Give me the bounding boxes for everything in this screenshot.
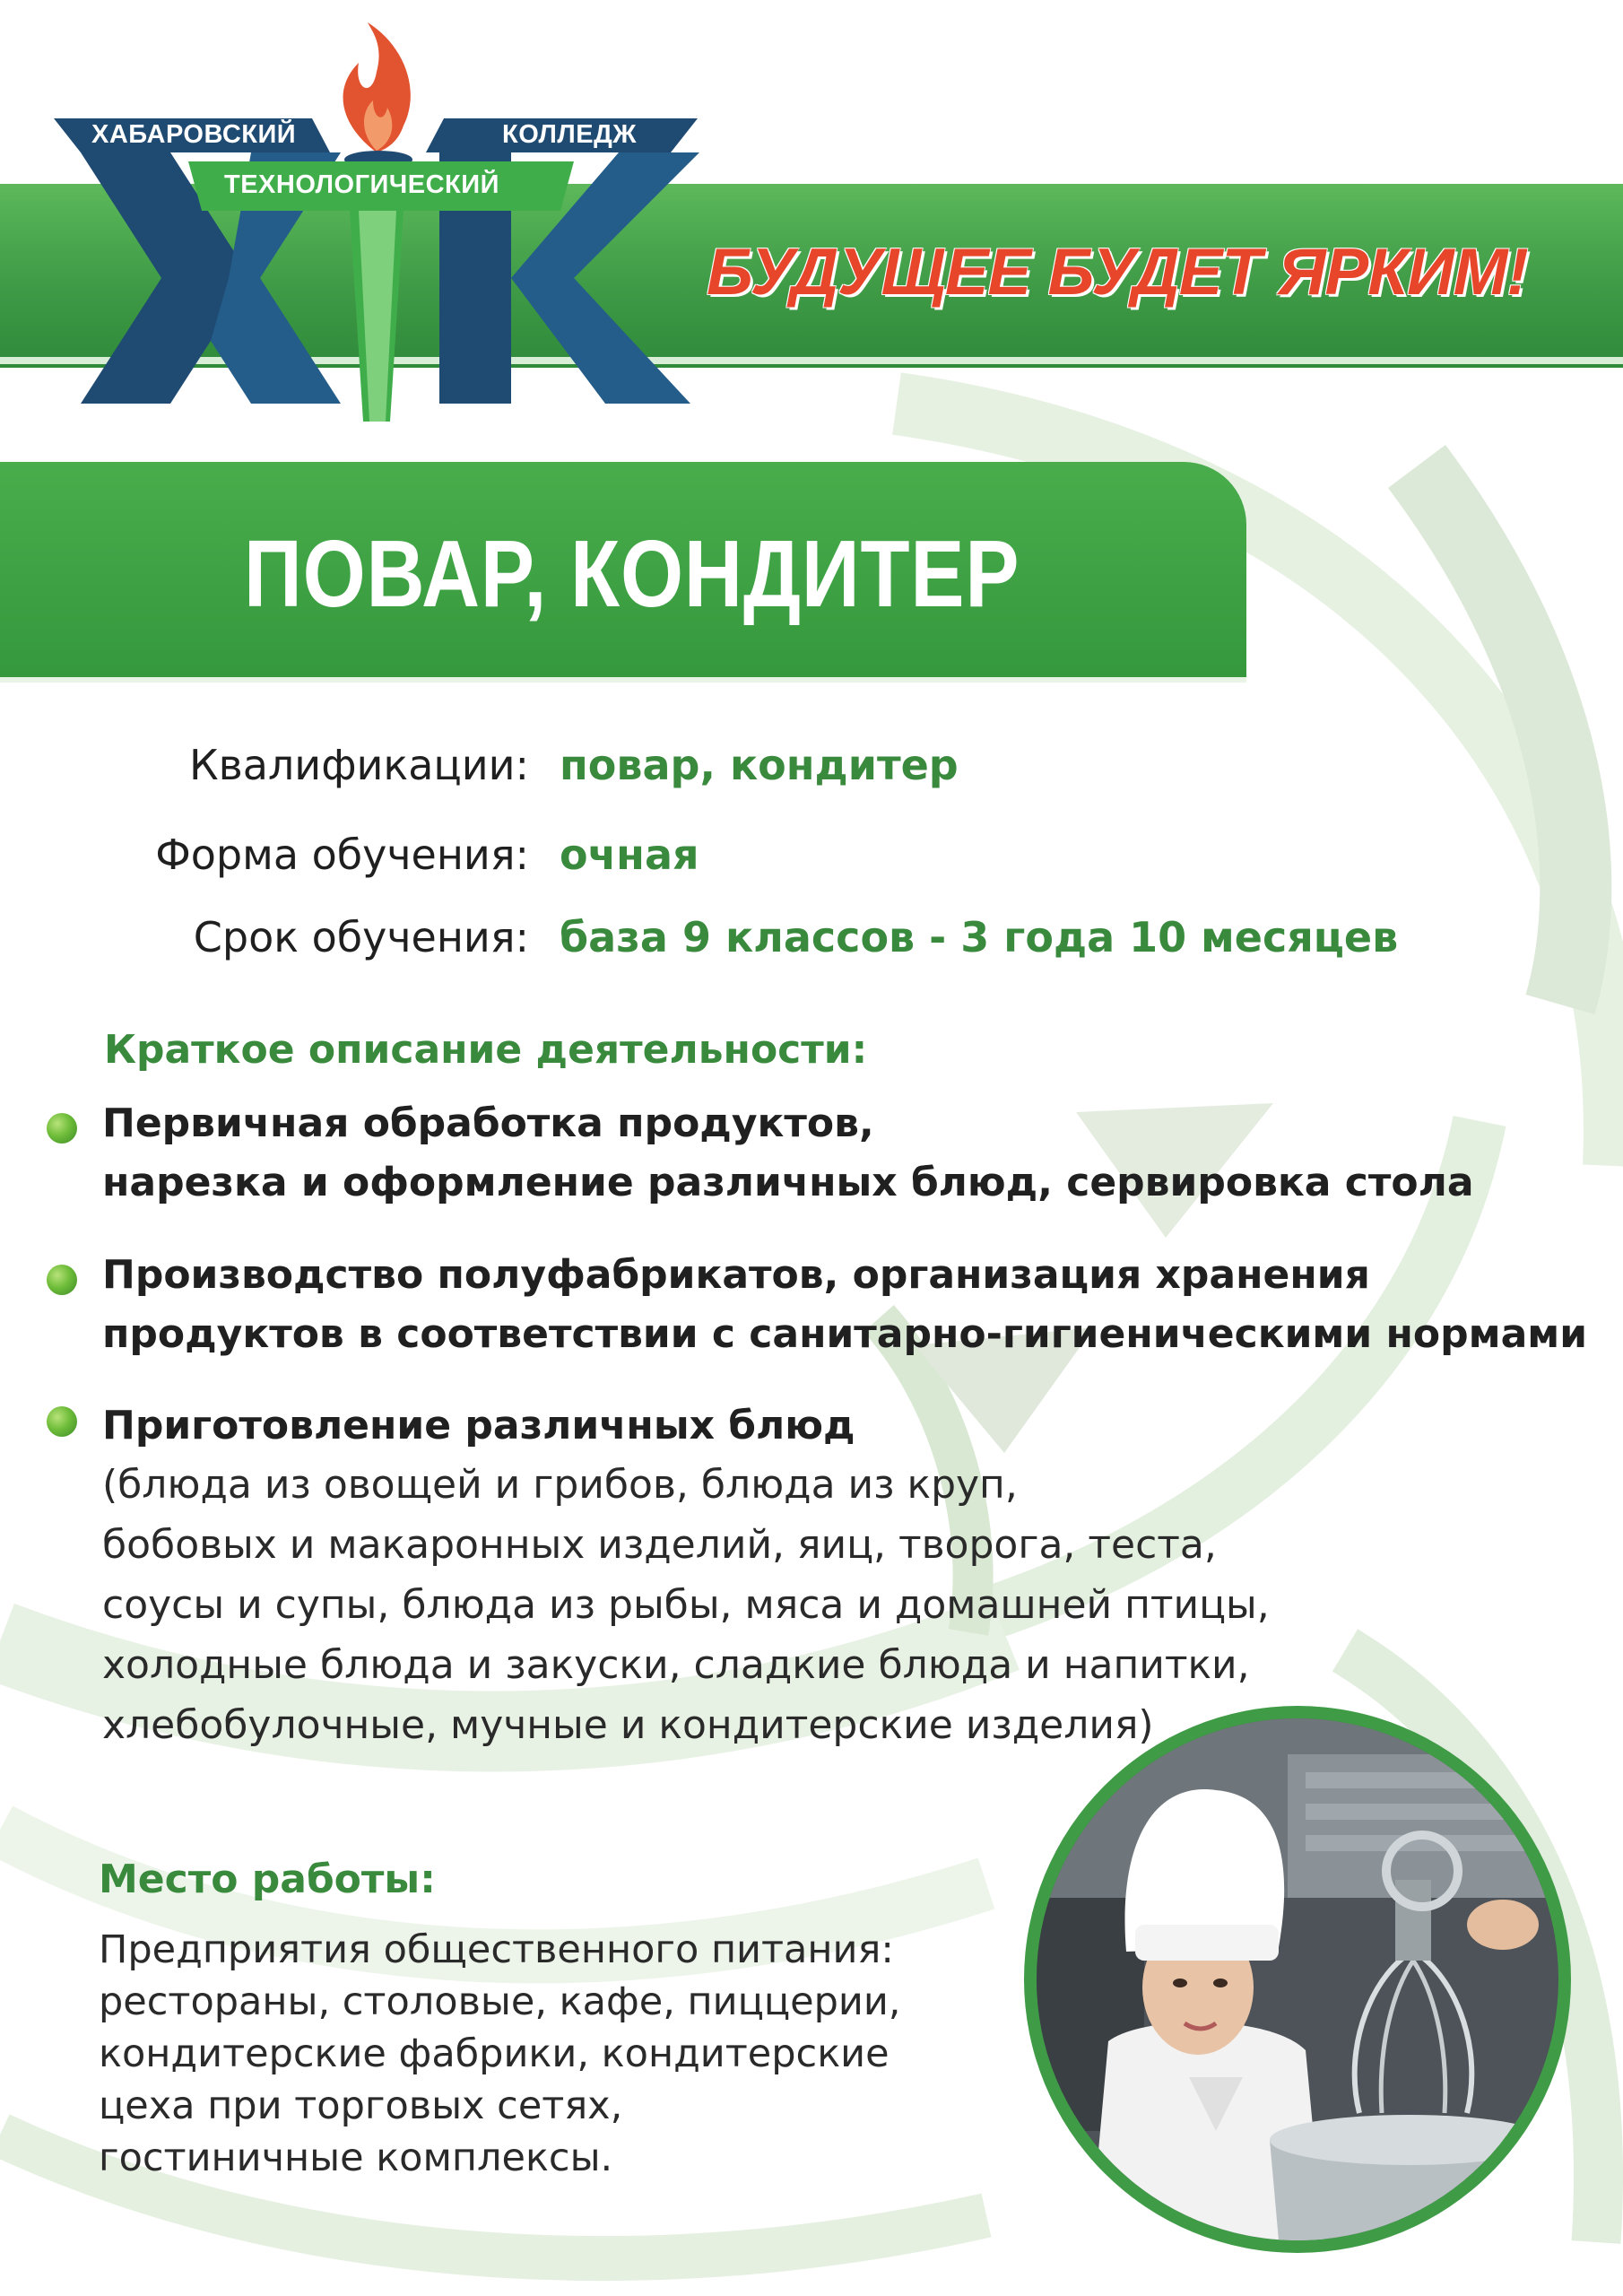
qualification-label: Квалификации: [188, 741, 529, 789]
dish-details-line-4: холодные блюда и закуски, сладкие блюда и напитки, [102, 1642, 1250, 1688]
dish-details [102, 1455, 1270, 1755]
logo-emblem-icon [45, 18, 708, 439]
work-places-line-2: рестораны, столовые, кафе, пиццерии, [99, 1979, 901, 2024]
college-logo [45, 18, 708, 439]
work-places-line-5: гостиничные комплексы. [99, 2135, 613, 2180]
dish-details-line-3: соусы и супы, блюда из рыбы, мяса и домашней птицы, [102, 1582, 1270, 1628]
bullet-icon [47, 1113, 77, 1144]
study-duration-label: Срок обучения: [193, 913, 529, 961]
work-places-line-3: кондитерские фабрики, кондитерские [99, 2031, 890, 2076]
slogan: БУДУЩЕЕ БУДЕТ ЯРКИМ! [707, 236, 1528, 309]
activity-item-1-line-1: Первичная обработка продуктов, [102, 1100, 874, 1146]
study-duration-value: база 9 классов - 3 года 10 месяцев [560, 913, 1399, 961]
study-form-value: очная [560, 831, 699, 879]
work-heading: Место работы: [99, 1857, 436, 1902]
qualification-value: повар, кондитер [560, 741, 959, 789]
logo-word-middle: ТЕХНОЛОГИЧЕСКИЙ [224, 170, 499, 199]
logo-word-right: КОЛЛЕДЖ [502, 120, 637, 149]
dish-details-line-5: хлебобулочные, мучные и кондитерские изделия) [102, 1702, 1154, 1748]
work-places [99, 1924, 900, 2184]
chef-photo [1037, 1718, 1558, 2240]
activity-item-1-line-2: нарезка и оформление различных блюд, сервировка стола [102, 1160, 1474, 1205]
activity-item-2-line-2: продуктов в соответствии с санитарно-гигиеническими нормами [102, 1311, 1588, 1357]
chef-illustration-icon [1037, 1718, 1558, 2240]
work-places-line-1: Предприятия общественного питания: [99, 1927, 894, 1972]
dish-details-line-1: (блюда из овощей и грибов, блюда из круп, [102, 1462, 1018, 1508]
bullet-icon [47, 1406, 77, 1437]
study-form-label: Форма обучения: [155, 831, 529, 879]
logo-word-left: ХАБАРОВСКИЙ [91, 120, 297, 149]
activity-heading: Краткое описание деятельности: [104, 1027, 868, 1073]
activity-item-2 [102, 1246, 1587, 1364]
page-title: ПОВАР, КОНДИТЕР [244, 521, 1020, 627]
work-places-line-4: цеха при торговых сетях, [99, 2083, 623, 2128]
dish-details-line-2: бобовых и макаронных изделий, яиц, творога, теста, [102, 1522, 1217, 1568]
activity-item-2-line-1: Производство полуфабрикатов, организация хранения [102, 1252, 1370, 1298]
activity-item-3: Приготовление различных блюд [102, 1403, 855, 1448]
bullet-icon [47, 1265, 77, 1295]
activity-item-1 [102, 1094, 1474, 1213]
